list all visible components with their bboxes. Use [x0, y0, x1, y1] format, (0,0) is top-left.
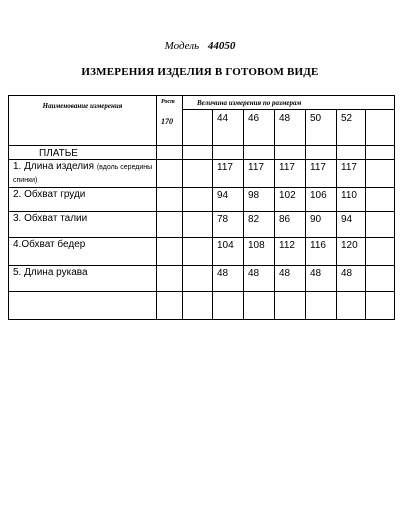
empty-cell	[213, 292, 244, 320]
value-cell: 110	[337, 188, 366, 212]
empty-cell	[366, 292, 395, 320]
empty-cell	[337, 292, 366, 320]
empty-cell	[157, 188, 183, 212]
value-cell: 102	[275, 188, 306, 212]
value-cell: 120	[337, 238, 366, 266]
empty-cell	[306, 146, 337, 160]
size-cell-blank	[366, 110, 395, 146]
empty-cell	[366, 266, 395, 292]
model-label: Модель	[164, 40, 200, 52]
measurements-table	[8, 95, 395, 320]
size-cell: 46	[244, 110, 275, 146]
param-name-cell	[9, 160, 157, 188]
empty-cell	[183, 212, 213, 238]
empty-cell	[183, 146, 213, 160]
value-cell: 94	[213, 188, 244, 212]
value-cell: 48	[244, 266, 275, 292]
value-cell: 78	[213, 212, 244, 238]
value-cell: 108	[244, 238, 275, 266]
empty-cell	[9, 292, 157, 320]
empty-cell	[275, 146, 306, 160]
model-line	[0, 40, 400, 52]
param-name-cell: 5. Длина рукава	[9, 266, 157, 292]
value-cell: 117	[213, 160, 244, 188]
value-cell: 48	[275, 266, 306, 292]
empty-cell	[337, 146, 366, 160]
table-row	[9, 212, 395, 238]
size-cell: 52	[337, 110, 366, 146]
table-row	[9, 160, 395, 188]
empty-cell	[366, 238, 395, 266]
value-cell: 106	[306, 188, 337, 212]
value-cell: 48	[337, 266, 366, 292]
value-cell: 48	[306, 266, 337, 292]
value-cell: 104	[213, 238, 244, 266]
table-row	[9, 266, 395, 292]
empty-cell	[366, 212, 395, 238]
value-cell: 116	[306, 238, 337, 266]
value-cell: 112	[275, 238, 306, 266]
empty-cell	[157, 266, 183, 292]
value-cell: 86	[275, 212, 306, 238]
param-name-cell: 2. Обхват груди	[9, 188, 157, 212]
table-row	[9, 188, 395, 212]
header-value-cell: Величина измерения по размерам	[183, 96, 395, 110]
empty-cell	[275, 292, 306, 320]
empty-cell	[306, 292, 337, 320]
value-cell: 117	[337, 160, 366, 188]
value-cell: 48	[213, 266, 244, 292]
value-cell: 94	[337, 212, 366, 238]
size-cell: 48	[275, 110, 306, 146]
empty-cell	[183, 292, 213, 320]
empty-cell	[183, 266, 213, 292]
table-row-empty	[9, 292, 395, 320]
model-number: 44050	[207, 40, 236, 52]
table-row	[9, 238, 395, 266]
param-name: 1. Длина изделия	[13, 161, 95, 172]
param-name-cell: 4.Обхват бедер	[9, 238, 157, 266]
empty-cell	[183, 160, 213, 188]
empty-cell	[244, 292, 275, 320]
param-note: (вдоль середины спинки)	[13, 164, 153, 184]
size-cell: 50	[306, 110, 337, 146]
header-rost-value: 170	[161, 117, 173, 126]
section-row	[9, 146, 395, 160]
empty-cell	[157, 238, 183, 266]
empty-cell	[157, 292, 183, 320]
empty-cell	[157, 212, 183, 238]
empty-cell	[244, 146, 275, 160]
empty-cell	[366, 188, 395, 212]
value-cell: 117	[244, 160, 275, 188]
empty-cell	[213, 146, 244, 160]
empty-cell	[183, 238, 213, 266]
empty-cell	[183, 188, 213, 212]
value-cell: 117	[306, 160, 337, 188]
empty-cell	[157, 160, 183, 188]
value-cell: 117	[275, 160, 306, 188]
header-name-cell: Наименование измерения	[9, 96, 157, 146]
param-name-cell: 3. Обхват талии	[9, 212, 157, 238]
empty-cell	[366, 160, 395, 188]
header-rost-label: Рост	[161, 99, 175, 105]
document-title: ИЗМЕРЕНИЯ ИЗДЕЛИЯ В ГОТОВОМ ВИДЕ	[81, 66, 319, 78]
size-cell-blank	[183, 110, 213, 146]
value-cell: 82	[244, 212, 275, 238]
header-row-1	[9, 96, 395, 110]
empty-cell	[366, 146, 395, 160]
value-cell: 90	[306, 212, 337, 238]
empty-cell	[157, 146, 183, 160]
header-rost-cell	[157, 96, 183, 146]
size-cell: 44	[213, 110, 244, 146]
value-cell: 98	[244, 188, 275, 212]
section-label: ПЛАТЬЕ	[9, 146, 157, 160]
